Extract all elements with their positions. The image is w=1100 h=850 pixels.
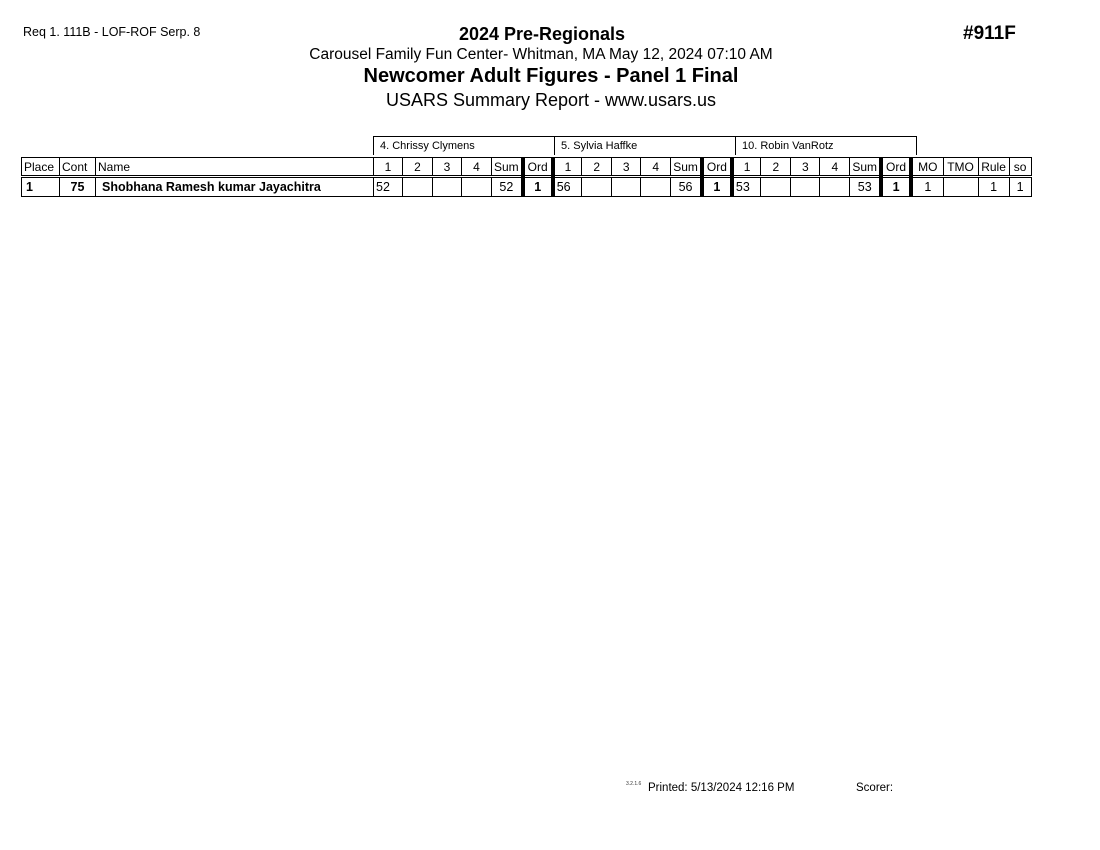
col-j3-s3: 3 bbox=[791, 158, 820, 177]
report-title: USARS Summary Report - www.usars.us bbox=[385, 90, 717, 110]
scorer-label: Scorer: bbox=[856, 782, 894, 794]
j3-score-1: 53 bbox=[732, 177, 761, 197]
j1-score-4 bbox=[462, 177, 492, 197]
j3-score-2 bbox=[761, 177, 791, 197]
col-rule: Rule bbox=[978, 158, 1009, 177]
event-title: Newcomer Adult Figures - Panel 1 Final bbox=[363, 65, 739, 87]
col-j3-s2: 2 bbox=[761, 158, 791, 177]
col-tmo: TMO bbox=[943, 158, 978, 177]
col-j2-s1: 1 bbox=[553, 158, 582, 177]
col-j2-sum: Sum bbox=[671, 158, 702, 177]
col-j3-sum: Sum bbox=[850, 158, 881, 177]
col-j1-ord: Ord bbox=[523, 158, 553, 177]
j1-score-2 bbox=[403, 177, 433, 197]
j1-score-1: 52 bbox=[374, 177, 403, 197]
results-table bbox=[21, 157, 1032, 197]
col-j2-s3: 3 bbox=[612, 158, 641, 177]
col-j1-s3: 3 bbox=[433, 158, 462, 177]
requirement-label: Req 1. 111B - LOF-ROF Serp. 8 bbox=[23, 25, 201, 39]
col-mo: MO bbox=[911, 158, 943, 177]
j2-score-4 bbox=[641, 177, 671, 197]
col-j3-s4: 4 bbox=[820, 158, 850, 177]
competition-title: 2024 Pre-Regionals bbox=[458, 24, 626, 44]
version-stamp: 3.2.1.6 bbox=[626, 781, 642, 787]
j2-score-3 bbox=[612, 177, 641, 197]
j2-score-2 bbox=[582, 177, 612, 197]
column-header-row bbox=[22, 158, 1032, 177]
printed-timestamp: Printed: 5/13/2024 12:16 PM bbox=[648, 782, 795, 794]
col-j3-ord: Ord bbox=[881, 158, 911, 177]
col-j1-sum: Sum bbox=[492, 158, 523, 177]
j3-score-4 bbox=[820, 177, 850, 197]
skater-name-cell: Shobhana Ramesh kumar Jayachitra bbox=[96, 177, 374, 197]
judge-header-row bbox=[373, 136, 917, 155]
judge-1-name: 4. Chrissy Clymens bbox=[374, 137, 555, 156]
j1-sum: 52 bbox=[492, 177, 523, 197]
col-cont: Cont bbox=[60, 158, 96, 177]
event-number: #911F bbox=[963, 23, 1016, 44]
col-j3-s1: 1 bbox=[732, 158, 761, 177]
col-j1-s1: 1 bbox=[374, 158, 403, 177]
col-j2-s4: 4 bbox=[641, 158, 671, 177]
j1-score-3 bbox=[433, 177, 462, 197]
col-j1-s4: 4 bbox=[462, 158, 492, 177]
j2-score-1: 56 bbox=[553, 177, 582, 197]
j2-ord: 1 bbox=[702, 177, 732, 197]
so-cell: 1 bbox=[1009, 177, 1031, 197]
j3-sum: 53 bbox=[850, 177, 881, 197]
col-j2-ord: Ord bbox=[702, 158, 732, 177]
j1-ord: 1 bbox=[523, 177, 553, 197]
cont-cell: 75 bbox=[60, 177, 96, 197]
col-place: Place bbox=[22, 158, 60, 177]
rule-cell: 1 bbox=[978, 177, 1009, 197]
table-row bbox=[22, 177, 1032, 197]
tmo-cell bbox=[943, 177, 978, 197]
col-j1-s2: 2 bbox=[403, 158, 433, 177]
col-so: so bbox=[1009, 158, 1031, 177]
judge-3-name: 10. Robin VanRotz bbox=[736, 137, 917, 156]
place-cell: 1 bbox=[22, 177, 60, 197]
venue-date: Carousel Family Fun Center- Whitman, MA May 12, 2024 07:10 AM bbox=[309, 46, 773, 63]
j2-sum: 56 bbox=[671, 177, 702, 197]
col-name: Name bbox=[96, 158, 374, 177]
judge-2-name: 5. Sylvia Haffke bbox=[555, 137, 736, 156]
mo-cell: 1 bbox=[911, 177, 943, 197]
col-j2-s2: 2 bbox=[582, 158, 612, 177]
j3-score-3 bbox=[791, 177, 820, 197]
j3-ord: 1 bbox=[881, 177, 911, 197]
